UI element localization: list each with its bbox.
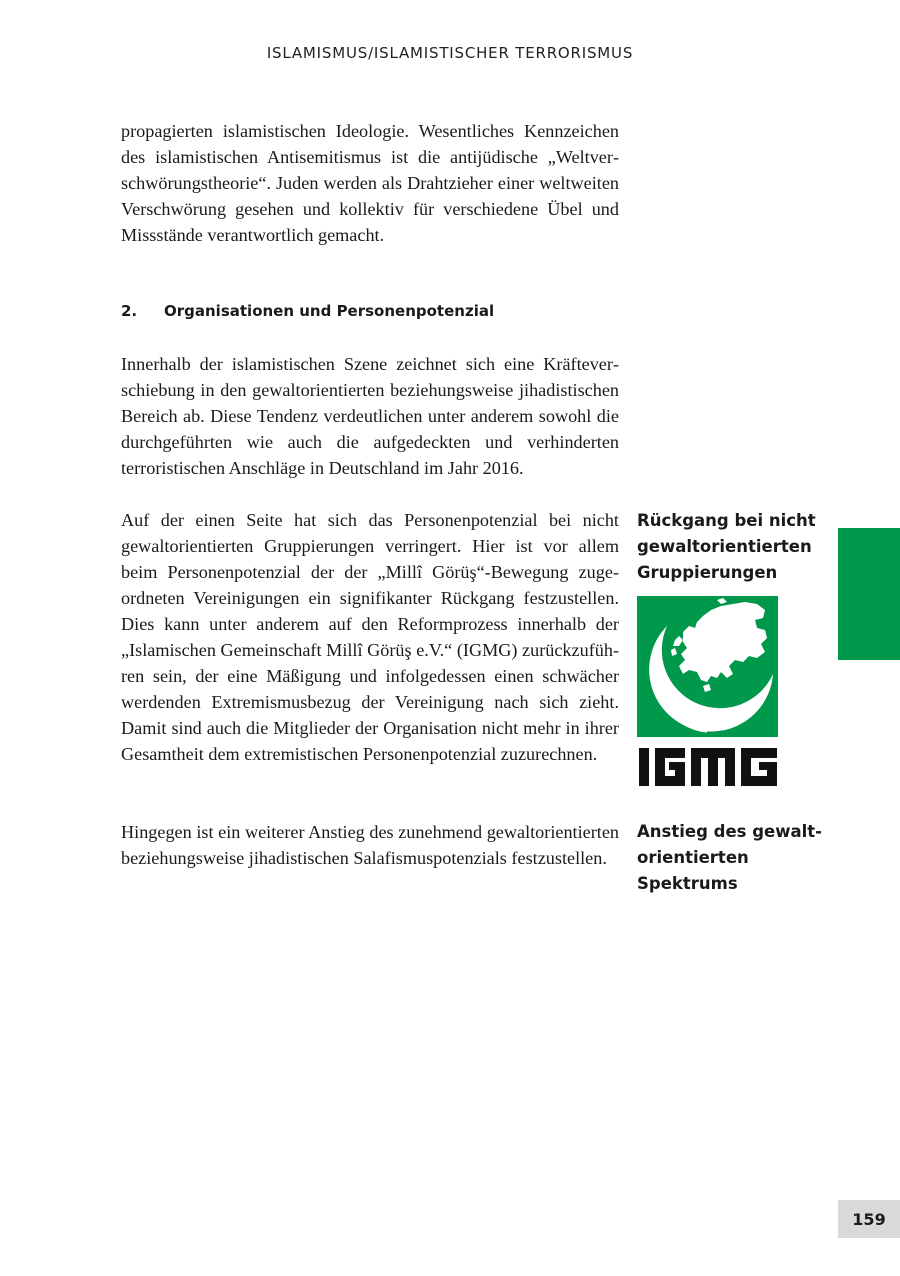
igmg-logo xyxy=(637,596,778,788)
margin-note-line: orientierten xyxy=(637,848,749,867)
margin-note-line: Rückgang bei nicht xyxy=(637,511,816,530)
section-number: 2. xyxy=(121,302,138,320)
margin-note-line: Spektrums xyxy=(637,874,738,893)
paragraph-intro: propagierten islamistischen Ideologie. Wesentliches Kennzeichen des islamistischen Antisemitismus ist die antijüdische „Weltverschwörungstheorie“. Juden werden als Drahtzieher einer weltweiten Verschwörung gesehen und kollektiv für verschiedene Übel und Missstände verantwortlich gemacht. xyxy=(121,121,619,245)
paragraph-decline: Auf der einen Seite hat sich das Personenpotenzial bei nicht gewaltorientierten Gruppierungen verringert. Hier ist vor allem beim Personenpotenzial der der „Millî Görüş“-Bewegung zugeordneten Vereinigungen ein signifikanter Rückgang festzustellen. Dies kann unter anderem auf den Reformprozess innerhalb der „Islamischen Gemeinschaft Millî Görüş e.V.“ (IGMG) zurückzuführen sein, der eine Mäßigung und infolgedessen einen schwächer werdenden Extremismusbezug der Vereinigung nach sich zieht. Damit sind auch die Mitglieder der Organisation nicht mehr in ihrer Gesamtheit dem extremistischen Personenpotenzial zuzurechnen. xyxy=(121,510,619,764)
margin-note-line: Anstieg des gewalt- xyxy=(637,822,822,841)
paragraph-increase: Hingegen ist ein weiterer Anstieg des zunehmend gewaltorientierten beziehungsweise jihadistischen Salafismuspotenzials festzustellen. xyxy=(121,822,619,868)
margin-note-decline xyxy=(637,508,827,586)
margin-note-line: Gruppierungen xyxy=(637,563,778,582)
section-title: Organisationen und Personenpotenzial xyxy=(164,302,495,320)
page-number: 159 xyxy=(838,1200,900,1238)
chapter-tab-marker xyxy=(838,528,900,660)
section-heading xyxy=(121,302,494,320)
margin-note-increase xyxy=(637,819,827,897)
running-header: ISLAMISMUS/ISLAMISTISCHER TERRORISMUS xyxy=(266,44,634,62)
europe-crescent-logo-icon xyxy=(637,596,778,788)
paragraph-shift: Innerhalb der islamistischen Szene zeichnet sich eine Kräfteverschiebung in den gewaltorientierten beziehungsweise jihadistischen Bereich ab. Diese Tendenz verdeutlichen unter anderem sowohl die durchgeführten wie auch die aufgedeckten und verhinderten terroristischen Anschläge in Deutschland im Jahr 2016. xyxy=(121,354,619,478)
margin-note-line: gewaltorientierten xyxy=(637,537,812,556)
